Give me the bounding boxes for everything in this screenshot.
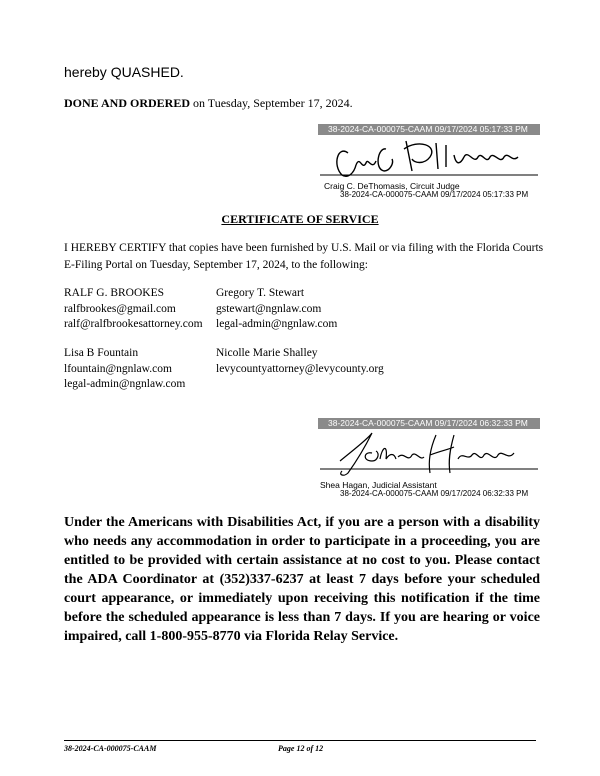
contact-name: RALF G. BROOKES [64,287,165,299]
assistant-stamp-top: 38-2024-CA-000075-CAAM 09/17/2024 06:32:33 PM [318,418,540,429]
ada-notice: Under the Americans with Disabilities Act, if you are a person with a disability who needs any accommodation in order to participate in a proceeding, you are entitled to be provided with certain assistance at no cost to you. Please contact the ADA Coordinator at (352)337-6237 at least 7 days before your scheduled court appearance, or immediately upon receiving this notification if the time before the scheduled appearance is less than 7 days. If you are hearing or voice impaired, call 1-800-955-8770 via Florida Relay Service. [64,515,540,644]
certificate-text: I HEREBY CERTIFY that copies have been furnished by U.S. Mail or via filing with the Florida Courts E-Filing Portal on Tuesday, September 17, 2024, to the following: [64,242,544,271]
assistant-stamp-bottom: 38-2024-CA-000075-CAAM 09/17/2024 06:32:33 PM [340,489,529,498]
assistant-signature-icon [318,429,540,481]
contact-email: legal-admin@ngnlaw.com [216,318,338,330]
judge-stamp-bottom: 38-2024-CA-000075-CAAM 09/17/2024 05:17:33 PM [340,190,529,199]
contact-name: Gregory T. Stewart [216,287,305,299]
judge-signature-block [318,124,540,209]
opening-line: hereby QUASHED. [64,64,184,80]
contact-name: Nicolle Marie Shalley [216,347,318,359]
footer-divider [64,740,536,741]
done-and-ordered-date: on Tuesday, September 17, 2024. [190,96,353,110]
judge-stamp-top: 38-2024-CA-000075-CAAM 09/17/2024 05:17:33 PM [318,124,540,135]
footer-page-number: Page 12 of 12 [278,744,324,753]
contact-email: ralfbrookes@gmail.com [64,302,176,315]
contact-ralf-brookes [64,286,203,333]
assistant-signature-block [318,418,540,500]
contact-nicolle-shalley [216,346,384,377]
contact-lisa-fountain [64,346,185,393]
contact-name: Lisa B Fountain [64,347,139,359]
contact-email: legal-admin@ngnlaw.com [64,378,186,390]
contact-email: ralf@ralfbrookesattorney.com [64,318,203,330]
contact-email: levycountyattorney@levycounty.org [216,362,384,375]
judge-signature-icon [318,135,540,181]
contact-gregory-stewart [216,286,337,333]
contact-email: gstewart@ngnlaw.com [216,302,322,315]
done-and-ordered [64,96,353,111]
done-and-ordered-label: DONE AND ORDERED [64,96,191,110]
footer-case-number: 38-2024-CA-000075-CAAM [64,744,157,753]
assistant-signature-caption: Shea Hagan, Judicial Assistant [320,480,437,490]
certificate-title: CERTIFICATE OF SERVICE [221,212,379,226]
judge-signature-caption: Craig C. DeThomasis, Circuit Judge [324,181,460,191]
contact-email: lfountain@ngnlaw.com [64,362,172,375]
